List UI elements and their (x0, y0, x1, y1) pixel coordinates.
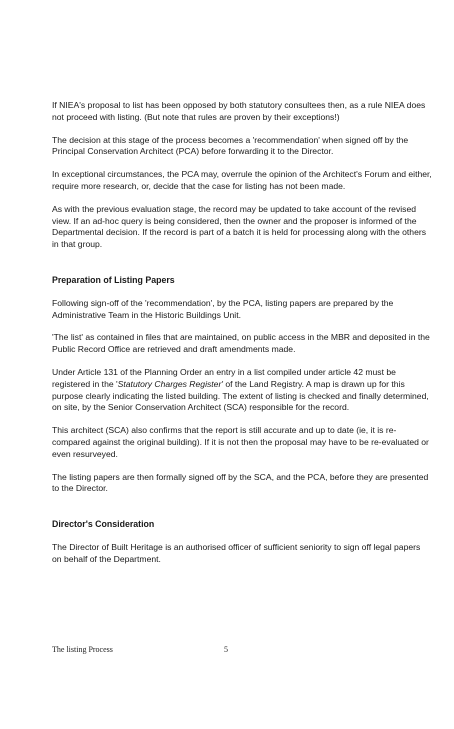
paragraph-exceptional-circumstances: In exceptional circumstances, the PCA may, overrule the opinion of the Architect's Forum and either, require more research, or, decide that the case for listing has not been made. (52, 169, 432, 191)
article-131-text-end: of the Land Registry. A map is drawn up for this purpose clearly indicating the listed building. The extent of listing is checked and finally determined, on site, by the Senior Conservation Architect (SCA) responsible for the record. (52, 378, 429, 413)
statutory-charges-register: Statutory Charges Register' (117, 378, 223, 389)
paragraph-article-131 (52, 367, 432, 414)
paragraph-the-list: 'The list' as contained in files that are maintained, on public access in the MBR and deposited in the Public Record Office are retrieved and draft amendments made. (52, 332, 430, 355)
page-number: 5 (224, 645, 228, 654)
paragraph-signed-off: The listing papers are then formally signed off by the SCA, and the PCA, before they are presented to the Director. (52, 471, 429, 494)
paragraph-record-update: As with the previous evaluation stage, the record may be updated to take account of the revised view. If an ad-hoc query is being considered, then the owner and the proposer is informed of the Departmental decision. If the record is part of a batch it is held for processing along with the others in that group. (52, 203, 427, 250)
paragraph-opposed-proposal: If NIEA's proposal to list has been opposed by both statutory consultees then, as a rule NIEA does not proceed with listing. (But note that rules are proven by their exceptions!) (52, 100, 426, 122)
article-131-text-start: Under Article 131 of the Planning Order an entry in a list compiled under article 42 must be registered in the ' (52, 366, 396, 389)
paragraph-listing-papers-prepared: Following sign-off of the 'recommendation', by the PCA, listing papers are prepared by the Administrative Team in the Historic Buildings Unit. (52, 297, 394, 320)
body-text (52, 100, 432, 577)
paragraph-sca-confirms: This architect (SCA) also confirms that the report is still accurate and up to date (ie, it is re-compared against the original building). If it is not then the proposal may have to be re-evaluated or even resurveyed. (52, 425, 429, 459)
footer-title: The listing Process (52, 645, 113, 654)
paragraph-director-built-heritage: The Director of Built Heritage is an authorised officer of sufficient seniority to sign off legal papers on behalf of the Department. (52, 541, 421, 564)
paragraph-recommendation: The decision at this stage of the process becomes a 'recommendation' when signed off by the Principal Conservation Architect (PCA) before forwarding it to the Director. (52, 134, 409, 157)
heading-preparation-of-listing-papers: Preparation of Listing Papers (52, 274, 175, 285)
heading-directors-consideration: Director's Consideration (52, 519, 155, 530)
